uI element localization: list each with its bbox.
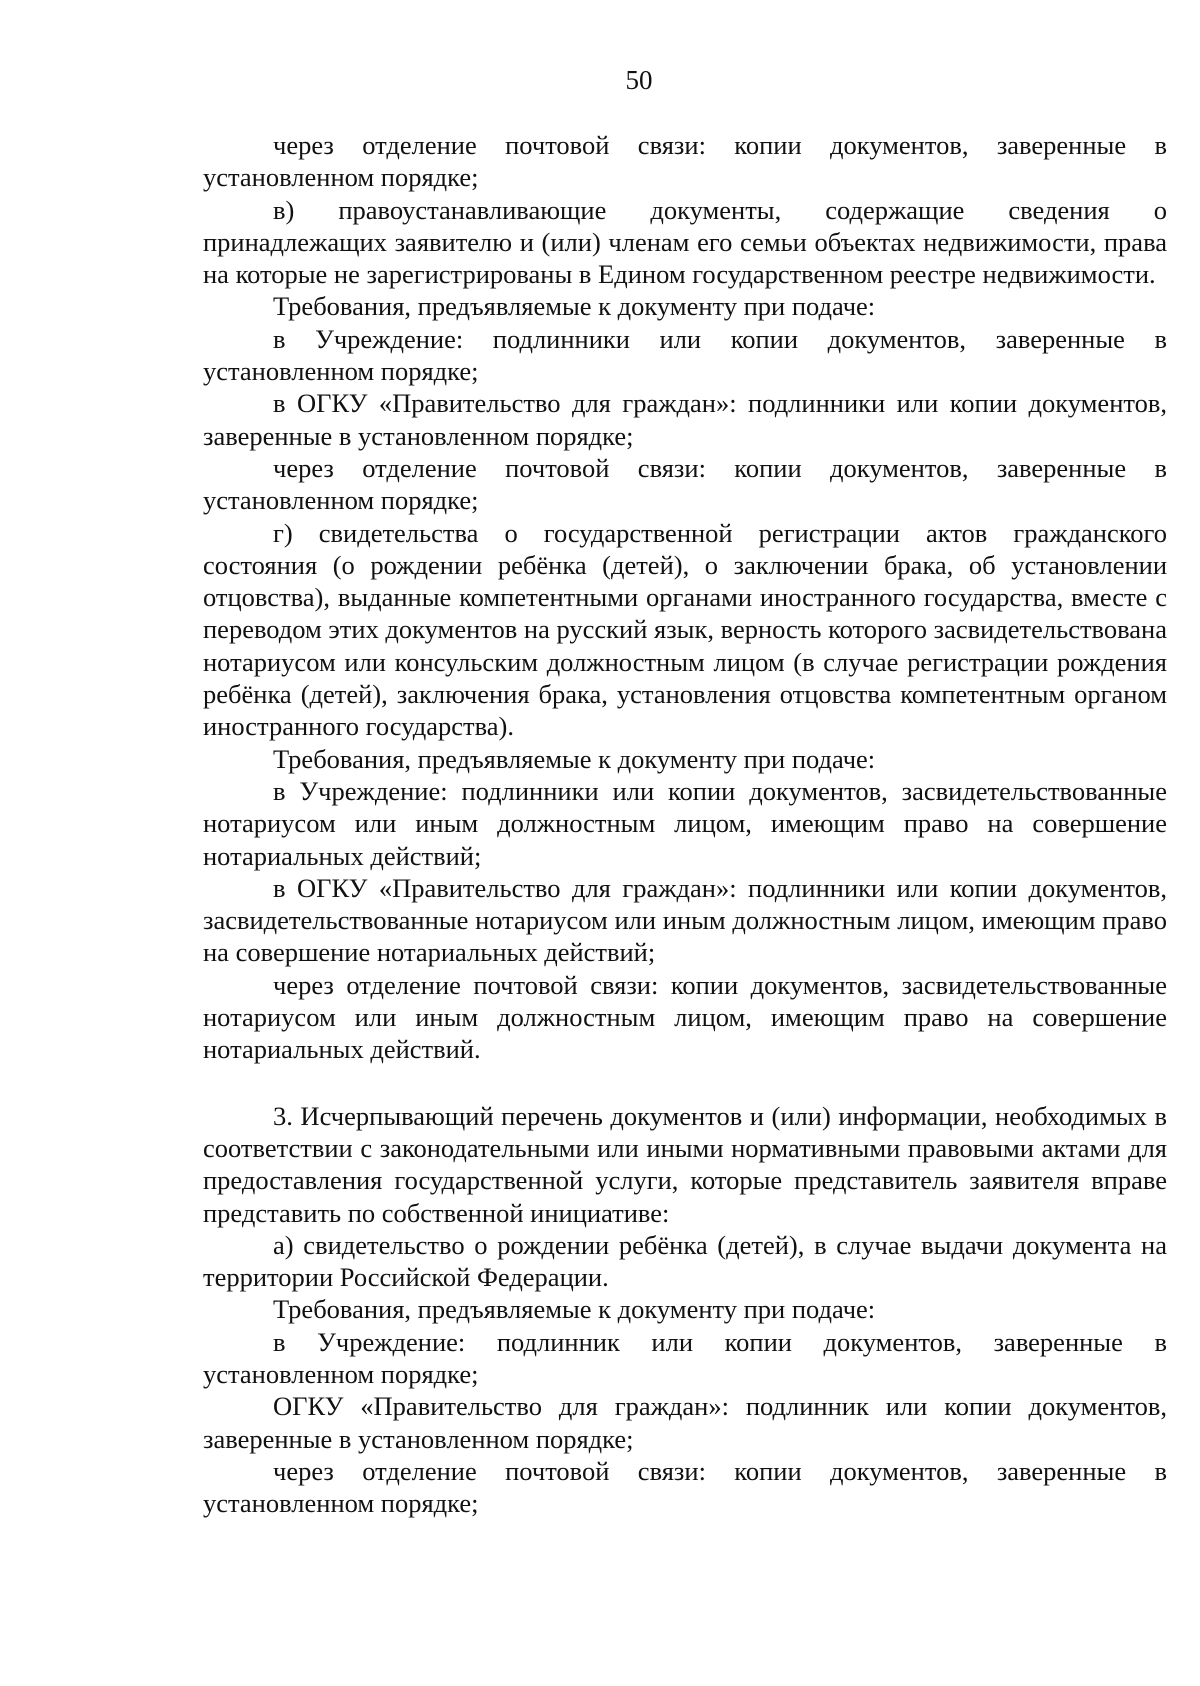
paragraph-institution-3: в Учреждение: подлинник или копии документов, заверенные в установленном порядке; xyxy=(203,1326,1167,1389)
paragraph-ogku-3: ОГКУ «Правительство для граждан»: подлинник или копии документов, заверенные в установленном порядке; xyxy=(203,1391,1167,1454)
document-body xyxy=(203,129,1167,1519)
paragraph-item-v: в) правоустанавливающие документы, содержащие сведения о принадлежащих заявителю и (или) членам его семьи объектах недвижимости, права на которые не зарегистрированы в Едином государственном реестре недвижимости. xyxy=(203,194,1167,290)
paragraph-item-a: а) свидетельство о рождении ребёнка (детей), в случае выдачи документа на территории Российской Федерации. xyxy=(203,1229,1167,1293)
paragraph-item-g: г) свидетельства о государственной регистрации актов гражданского состояния (о рождении ребёнка (детей), о заключении брака, об установлении отцовства), выданные компетентными органами иностранного государства, вместе с переводом этих документов на русский язык, верность которого засвидетельствована нотариусом или консульским должностным лицом (в случае регистрации рождения ребёнка (детей), заключения брака, установления отцовства компетентным органом иностранного государства). xyxy=(203,517,1167,742)
paragraph-postal-copies-4: через отделение почтовой связи: копии документов, заверенные в установленном порядке; xyxy=(203,1455,1167,1519)
paragraph-institution-2: в Учреждение: подлинники или копии документов, засвидетельствованные нотариусом или иным должностным лицом, имеющим право на совершение нотариальных действий; xyxy=(203,775,1167,871)
page-number: 50 xyxy=(625,65,653,95)
paragraph-ogku-1: в ОГКУ «Правительство для граждан»: подлинники или копии документов, заверенные в установленном порядке; xyxy=(203,388,1167,451)
paragraph-section-3: 3. Исчерпывающий перечень документов и (или) информации, необходимых в соответствии с законодательными или иными нормативными правовыми актами для предоставления государственной услуги, которые представитель заявителя вправе представить по собственной инициативе: xyxy=(203,1100,1167,1228)
paragraph-postal-copies-2: через отделение почтовой связи: копии документов, заверенные в установленном порядке; xyxy=(203,452,1167,516)
paragraph-requirements-1: Требования, предъявляемые к документу при подаче: xyxy=(273,291,876,322)
paragraph-postal-copies-1: через отделение почтовой связи: копии документов, заверенные в установленном порядке; xyxy=(203,130,1167,193)
paragraph-postal-copies-3: через отделение почтовой связи: копии документов, засвидетельствованные нотариусом или иным должностным лицом, имеющим право на совершение нотариальных действий. xyxy=(203,969,1167,1065)
paragraph-institution-1: в Учреждение: подлинники или копии документов, заверенные в установленном порядке; xyxy=(203,323,1167,387)
paragraph-requirements-3: Требования, предъявляемые к документу при подаче: xyxy=(273,1294,876,1325)
paragraph-requirements-2: Требования, предъявляемые к документу при подаче: xyxy=(273,743,876,774)
section-gap xyxy=(203,1066,1167,1100)
paragraph-ogku-2: в ОГКУ «Правительство для граждан»: подлинники или копии документов, засвидетельствованные нотариусом или иным должностным лицом, имеющим право на совершение нотариальных действий; xyxy=(203,872,1167,968)
